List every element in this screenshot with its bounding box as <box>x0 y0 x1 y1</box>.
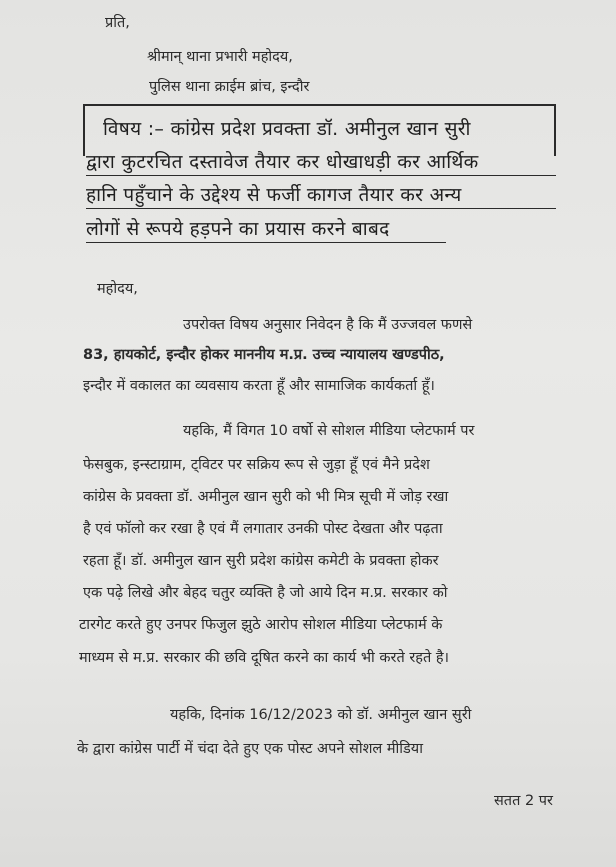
para2-line-1: यहकि, मैं विगत 10 वर्षो से सोशल मीडिया प्लेटफार्म पर <box>183 423 475 439</box>
subject-line-4: लोगों से रूपये हड़पने का प्रयास करने बाबद <box>86 218 390 240</box>
continued-note: सतत 2 पर <box>494 793 553 809</box>
subject-underline-4 <box>86 242 446 243</box>
subject-underline-2 <box>86 175 556 176</box>
para2-line-4: है एवं फॉलो कर रखा है एवं मैं लगातार उनकी पोस्ट देखता और पढ़ता <box>83 521 443 537</box>
subject-line-2: द्वारा कुटरचित दस्तावेज तैयार कर धोखाधड़ी कर आर्थिक <box>86 151 479 173</box>
salutation: महोदय, <box>97 281 138 297</box>
para2-line-6: एक पढ़े लिखे और बेहद चतुर व्यक्ति है जो आये दिन म.प्र. सरकार को <box>83 585 448 601</box>
addressee-line-2: पुलिस थाना क्राईम ब्रांच, इन्दौर <box>149 79 310 95</box>
subject-underline-3 <box>86 208 556 209</box>
prati-text: प्रति, <box>105 15 130 31</box>
subject-line-1: विषय :– कांग्रेस प्रदेश प्रवक्ता डॉ. अमीनुल खान सुरी <box>103 118 471 140</box>
para1-line-1: उपरोक्त विषय अनुसार निवेदन है कि मैं उज्जवल फणसे <box>183 317 473 333</box>
para3-line-1: यहकि, दिनांक 16/12/2023 को डॉ. अमीनुल खान सुरी <box>170 707 472 723</box>
para2-line-5: रहता हूँ। डॉ. अमीनुल खान सुरी प्रदेश कांग्रेस कमेटी के प्रवक्ता होकर <box>83 553 439 569</box>
para3-line-2: के द्वारा कांग्रेस पार्टी में चंदा देते हुए एक पोस्ट अपने सोशल मीडिया <box>77 741 423 757</box>
para1-line-2: 83, हायकोर्ट, इन्दौर होकर माननीय म.प्र. उच्च न्यायालय खण्डपीठ, <box>83 347 445 363</box>
para2-line-3: कांग्रेस के प्रवक्ता डॉ. अमीनुल खान सुरी को भी मित्र सूची में जोड़ रखा <box>83 489 449 505</box>
subject-line-3: हानि पहुँचाने के उद्देश्य से फर्जी कागज तैयार कर अन्य <box>86 184 462 206</box>
para2-line-8: माध्यम से म.प्र. सरकार की छवि दूषित करने का कार्य भी करते रहते है। <box>79 650 450 666</box>
para2-line-7: टारगेट करते हुए उनपर फिजुल झुठे आरोप सोशल मीडिया प्लेटफार्म के <box>79 617 443 633</box>
para1-line-3: इन्दौर में वकालत का व्यवसाय करता हूँ और सामाजिक कार्यकर्ता हूँ। <box>83 378 435 394</box>
para2-line-2: फेसबुक, इन्स्टाग्राम, ट्विटर पर सक्रिय रूप से जुड़ा हूँ एवं मैने प्रदेश <box>83 457 430 473</box>
addressee-line-1: श्रीमान् थाना प्रभारी महोदय, <box>147 49 293 65</box>
